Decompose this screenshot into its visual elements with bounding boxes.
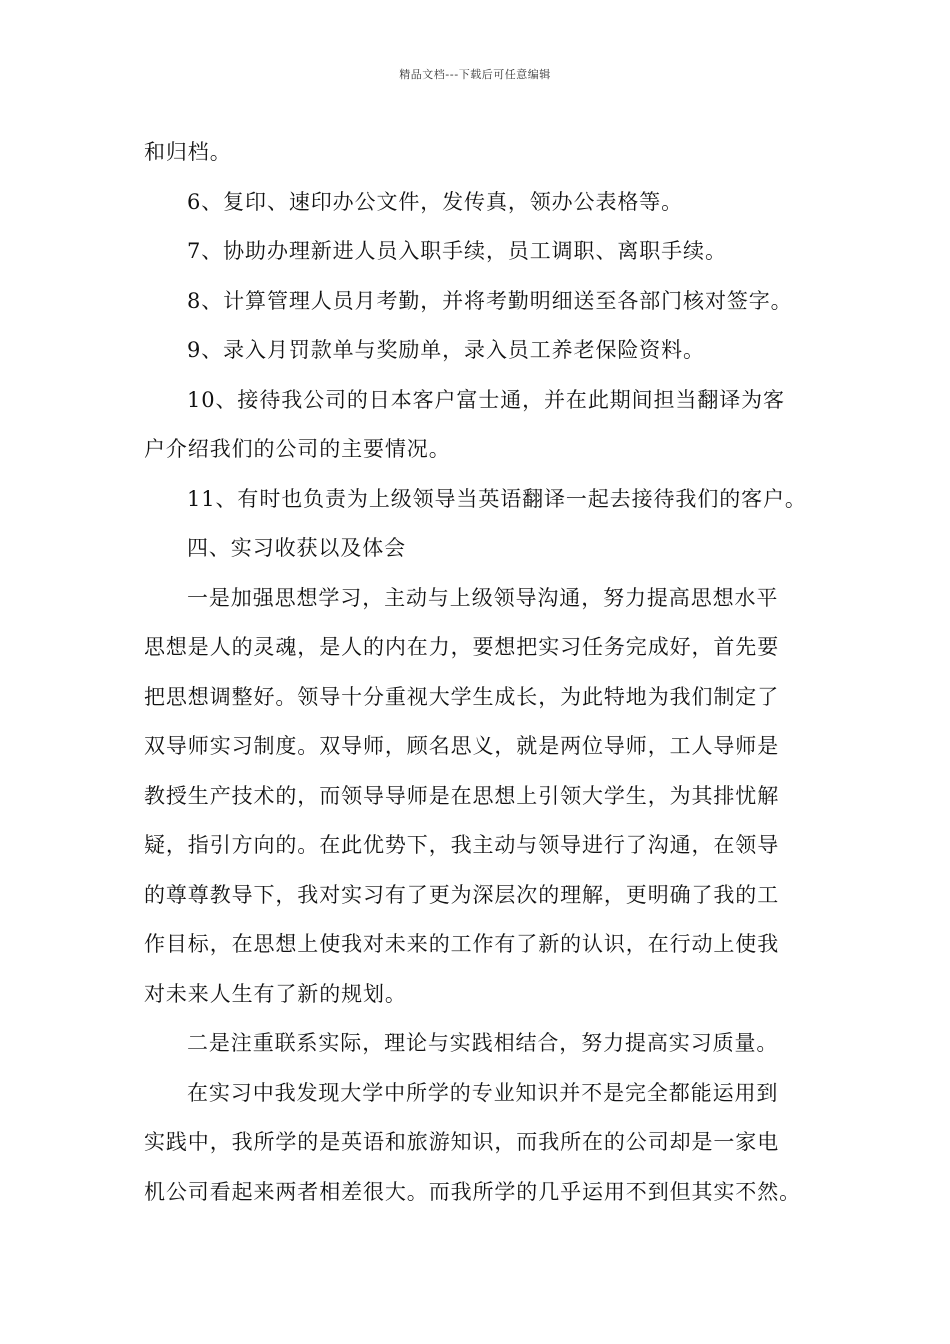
document-body bbox=[144, 128, 816, 1217]
text-line: 实践中，我所学的是英语和旅游知识，而我所在的公司却是一家电 bbox=[144, 1130, 780, 1154]
text-line: 9、录入月罚款单与奖励单，录入员工养老保险资料。 bbox=[187, 338, 705, 362]
text-line: 把思想调整好。领导十分重视大学生成长，为此特地为我们制定了 bbox=[144, 684, 780, 709]
text-line: 的尊尊教导下，我对实习有了更为深层次的理解，更明确了我的工 bbox=[144, 882, 780, 907]
text-line: 户介绍我们的公司的主要情况。 bbox=[144, 437, 451, 461]
text-line: 11、有时也负责为上级领导当英语翻译一起去接待我们的客户。 bbox=[187, 486, 807, 511]
text-line: 疑，指引方向的。在此优势下，我主动与领导进行了沟通，在领导 bbox=[144, 833, 780, 857]
text-line: 7、协助办理新进人员入职手续，员工调职、离职手续。 bbox=[187, 239, 727, 263]
text-line: 在实习中我发现大学中所学的专业知识并不是完全都能运用到 bbox=[187, 1080, 779, 1105]
text-line: 思想是人的灵魂，是人的内在力，要想把实习任务完成好，首先要 bbox=[144, 635, 780, 659]
text-line: 一是加强思想学习，主动与上级领导沟通，努力提高思想水平 bbox=[187, 585, 779, 610]
text-line: 10、接待我公司的日本客户富士通，并在此期间担当翻译为客 bbox=[187, 387, 785, 412]
text-line: 机公司看起来两者相差很大。而我所学的几乎运用不到但其实不然。 bbox=[144, 1179, 801, 1204]
text-line: 双导师实习制度。双导师，顾名思义，就是两位导师，工人导师是 bbox=[144, 734, 780, 758]
page-header: 精品文档---下载后可任意编辑 bbox=[399, 68, 551, 81]
text-line: 对未来人生有了新的规划。 bbox=[144, 981, 407, 1006]
text-line: 教授生产技术的，而领导导师是在思想上引领大学生，为其排忧解 bbox=[144, 783, 780, 808]
text-line: 二是注重联系实际，理论与实践相结合，努力提高实习质量。 bbox=[187, 1031, 779, 1055]
text-line: 四、实习收获以及体会 bbox=[187, 536, 406, 560]
text-line: 和归档。 bbox=[144, 140, 232, 164]
text-line: 8、计算管理人员月考勤，并将考勤明细送至各部门核对签字。 bbox=[187, 288, 793, 313]
text-line: 作目标，在思想上使我对未来的工作有了新的认识，在行动上使我 bbox=[144, 932, 780, 956]
text-line: 6、复印、速印办公文件，发传真，领办公表格等。 bbox=[187, 189, 684, 214]
